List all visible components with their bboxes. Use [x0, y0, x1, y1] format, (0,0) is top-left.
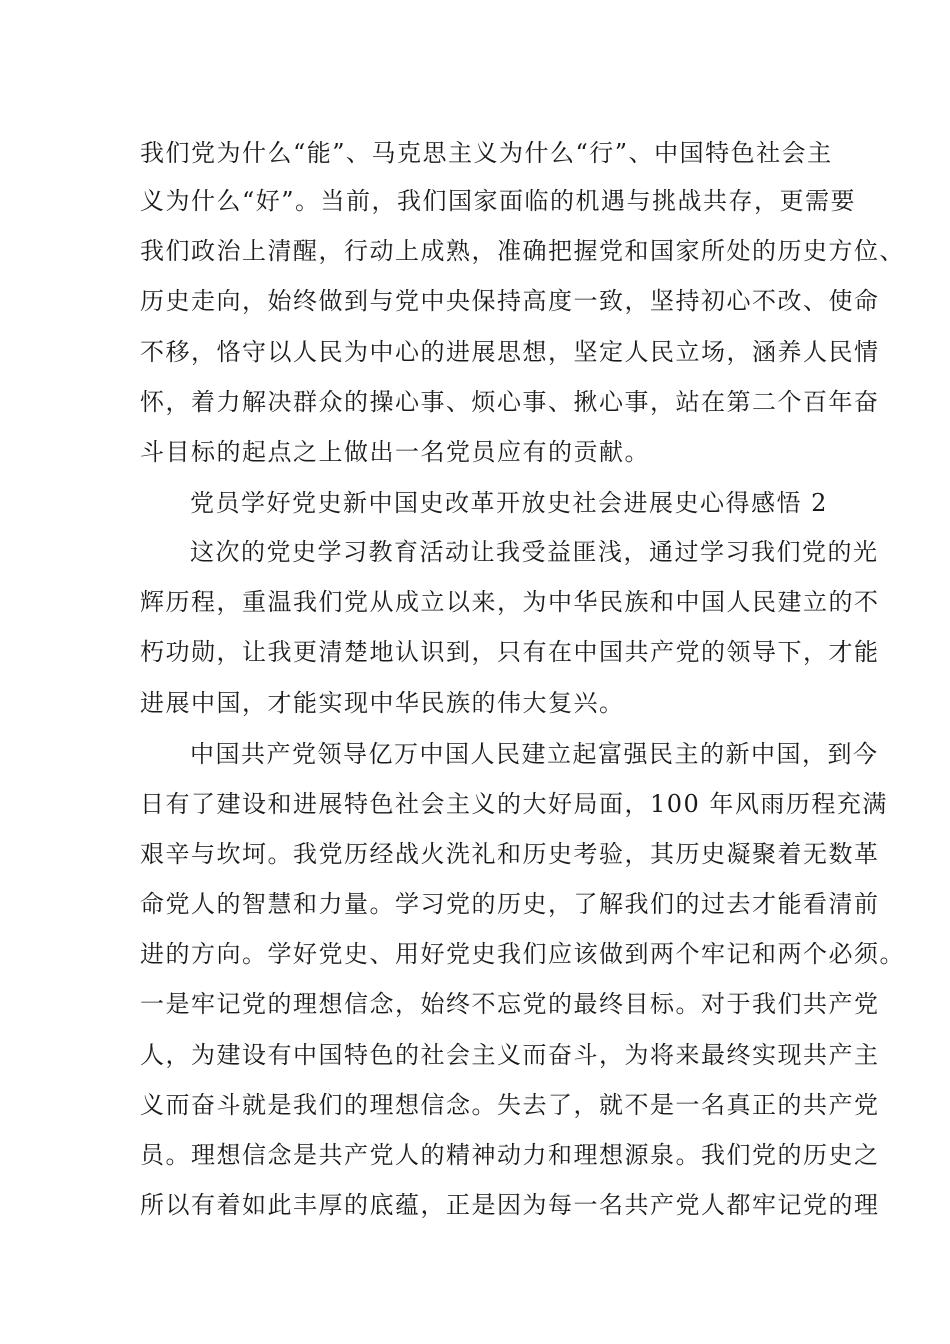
text-line: 命党人的智慧和力量。学习党的历史，了解我们的过去才能看清前 [140, 890, 880, 918]
text-line: 员。理想信念是共产党人的精神动力和理想源泉。我们党的历史之 [140, 1141, 880, 1169]
text-line: 我们政治上清醒，行动上成熟，准确把握党和国家所处的历史方位、 [140, 237, 905, 265]
text-line: 斗目标的起点之上做出一名党员应有的贡献。 [140, 438, 650, 466]
text-line: 一是牢记党的理想信念，始终不忘党的最终目标。对于我们共产党 [140, 990, 880, 1018]
text-line: 人，为建设有中国特色的社会主义而奋斗，为将来最终实现共产主 [140, 1041, 880, 1069]
text-line: 中国共产党领导亿万中国人民建立起富强民主的新中国，到今 [190, 740, 879, 768]
text-line: 怀，着力解决群众的操心事、烦心事、揪心事，站在第二个百年奋 [140, 388, 880, 416]
text-line: 进的方向。学好党史、用好党史我们应该做到两个牢记和两个必须。 [140, 940, 905, 968]
text-line: 日有了建设和进展特色社会主义的大好局面，100 年风雨历程充满 [140, 790, 888, 818]
text-line: 辉历程，重温我们党从成立以来，为中华民族和中国人民建立的不 [140, 588, 880, 616]
text-line: 历史走向，始终做到与党中央保持高度一致，坚持初心不改、使命 [140, 287, 880, 315]
text-line: 不移，恪守以人民为中心的进展思想，坚定人民立场，涵养人民情 [140, 338, 880, 366]
text-line: 义而奋斗就是我们的理想信念。失去了，就不是一名真正的共产党 [140, 1091, 880, 1119]
text-line: 这次的党史学习教育活动让我受益匪浅，通过学习我们党的光 [190, 538, 879, 566]
text-line: 我们党为什么“能”、马克思主义为什么“行”、中国特色社会主 [140, 139, 833, 167]
text-line: 艰辛与坎坷。我党历经战火洗礼和历史考验，其历史凝聚着无数革 [140, 840, 880, 868]
text-line: 进展中国，才能实现中华民族的伟大复兴。 [140, 689, 625, 717]
text-line: 义为什么“好”。当前，我们国家面临的机遇与挑战共存，更需要 [140, 187, 857, 215]
section-heading: 党员学好党史新中国史改革开放史社会进展史心得感悟 2 [190, 489, 828, 517]
text-line: 所以有着如此丰厚的底蕴，正是因为每一名共产党人都牢记党的理 [140, 1191, 880, 1219]
text-line: 朽功勋，让我更清楚地认识到，只有在中国共产党的领导下，才能 [140, 638, 880, 666]
